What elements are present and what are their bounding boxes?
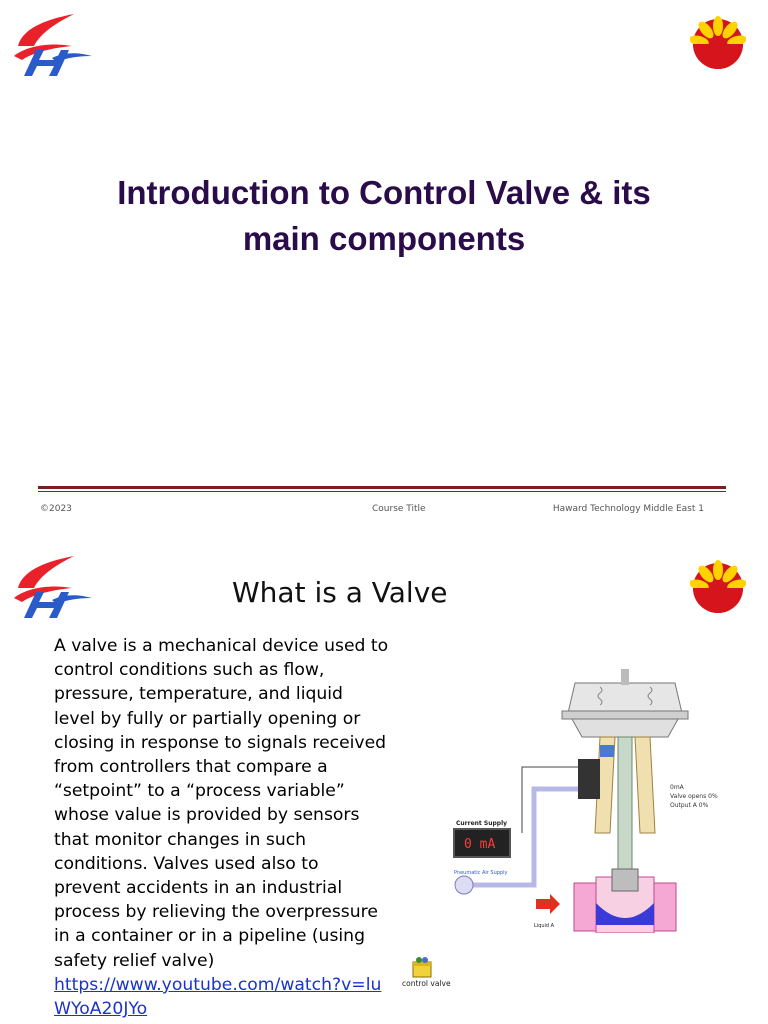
control-valve-diagram	[450, 663, 750, 933]
package-icon[interactable]	[410, 956, 434, 978]
status-line-2: Valve opens 0%	[670, 793, 718, 800]
actuator-flange	[562, 711, 688, 719]
signal-wire	[522, 767, 578, 833]
slide-title-line-2: main components	[242, 220, 526, 257]
footer-rule	[38, 486, 726, 489]
valve-stem	[618, 737, 632, 877]
status-line-3: Output A 0%	[670, 802, 709, 809]
footer-copyright: ©2023	[40, 504, 72, 514]
haward-logo-icon	[12, 12, 94, 78]
actuator-top	[568, 683, 682, 713]
valve-flange-left	[574, 883, 596, 931]
actuator-bottom	[572, 719, 678, 737]
slide-2	[0, 528, 768, 1024]
haward-logo-icon	[12, 554, 94, 620]
youtube-link[interactable]: https://www.youtube.com/watch?v=luWYoA20JYo	[54, 974, 382, 1020]
footer-company: Haward Technology Middle East 1	[552, 504, 704, 514]
current-supply-label: Current Supply	[456, 820, 508, 827]
slide-title-line-1: Introduction to Control Valve & its	[117, 174, 651, 211]
positioner-display	[600, 745, 614, 757]
body-paragraph	[54, 634, 389, 1021]
body-text: A valve is a mechanical device used to control conditions such as flow, pressure, temperature, and liquid level by fully or partially opening or closing in response to signals received from controllers that compare a “setpoint” to a “process variable” whose value is provided by sensors that monitor changes in such conditions. Valves used also to prevent accidents in an industrial process by relieving the overpressure in a container or in a pipeline (using safety relief valve)	[54, 636, 389, 971]
valve-plug	[612, 869, 638, 891]
stem-top	[621, 669, 629, 685]
status-line-1: 0mA	[670, 784, 684, 791]
package-caption: control valve	[402, 979, 451, 988]
positioner-body	[578, 759, 600, 799]
valve-flange-right	[654, 883, 676, 931]
footer-rule-thin	[38, 491, 726, 492]
flow-arrow-icon	[536, 894, 560, 914]
footer-course-title: Course Title	[372, 504, 426, 514]
yoke-right	[635, 737, 655, 833]
air-supply-label: Pneumatic Air Supply	[454, 870, 508, 876]
cnpc-logo-icon	[690, 14, 746, 70]
current-display-value: 0 mA	[464, 837, 496, 852]
slide-title: What is a Valve	[232, 576, 448, 609]
slide-title	[40, 170, 728, 262]
liquid-label: Liquid A	[534, 923, 555, 929]
air-gauge	[455, 876, 473, 894]
cnpc-logo-icon	[690, 558, 746, 614]
